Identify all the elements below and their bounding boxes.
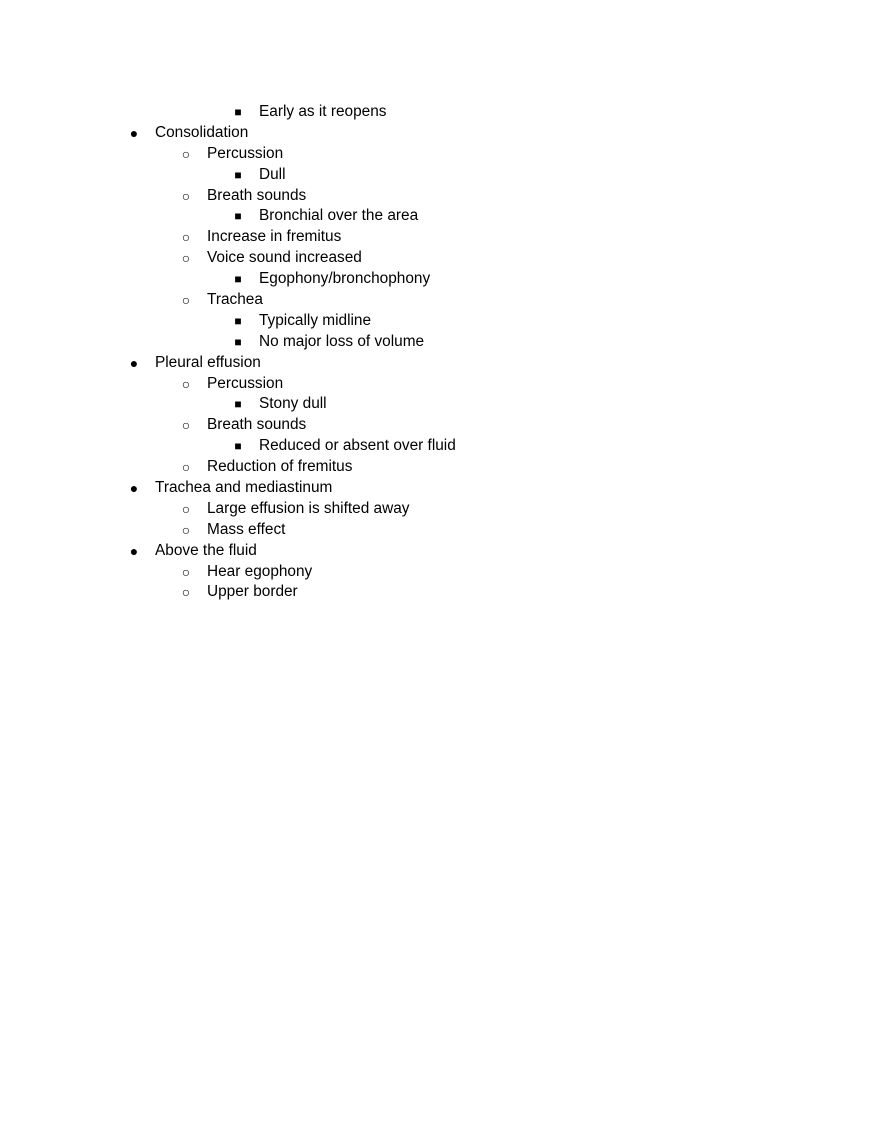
list-item-text: Large effusion is shifted away bbox=[207, 499, 410, 517]
list-item-text: Hear egophony bbox=[207, 562, 313, 580]
hollow-circle-bullet-icon: ○ bbox=[181, 250, 191, 267]
list-item-text: Stony dull bbox=[259, 395, 327, 413]
hollow-circle-bullet-icon: ○ bbox=[181, 459, 191, 476]
list-item-text: No major loss of volume bbox=[259, 332, 425, 350]
list-item bbox=[0, 457, 880, 478]
list-item bbox=[0, 582, 880, 603]
hollow-circle-bullet-icon: ○ bbox=[181, 584, 191, 601]
list-item-text: Consolidation bbox=[155, 123, 249, 141]
hollow-circle-bullet-icon: ○ bbox=[181, 521, 191, 538]
list-item bbox=[0, 269, 880, 290]
filled-circle-bullet-icon: ● bbox=[129, 124, 139, 141]
list-item bbox=[0, 227, 880, 248]
list-item bbox=[0, 415, 880, 436]
filled-square-bullet-icon: ■ bbox=[234, 397, 242, 412]
list-item bbox=[0, 123, 880, 144]
list-item-text: Bronchial over the area bbox=[259, 207, 419, 225]
list-item-text: Mass effect bbox=[207, 520, 286, 538]
hollow-circle-bullet-icon: ○ bbox=[181, 417, 191, 434]
list-item bbox=[0, 311, 880, 332]
list-item-text: Pleural effusion bbox=[155, 353, 261, 371]
list-item-text: Early as it reopens bbox=[259, 103, 387, 120]
filled-square-bullet-icon: ■ bbox=[234, 334, 242, 349]
list-item bbox=[0, 144, 880, 165]
list-item-text: Percussion bbox=[207, 144, 284, 162]
hollow-circle-bullet-icon: ○ bbox=[181, 500, 191, 517]
hollow-circle-bullet-icon: ○ bbox=[181, 145, 191, 162]
filled-circle-bullet-icon: ● bbox=[129, 480, 139, 497]
list-item bbox=[0, 541, 880, 562]
list-item-text: Percussion bbox=[207, 374, 284, 392]
list-item bbox=[0, 186, 880, 207]
list-item bbox=[0, 436, 880, 457]
list-item-text: Breath sounds bbox=[207, 416, 307, 434]
list-item-text: Egophony/bronchophony bbox=[259, 270, 431, 288]
list-item-text: Upper border bbox=[207, 583, 298, 601]
hollow-circle-bullet-icon: ○ bbox=[181, 187, 191, 204]
filled-circle-bullet-icon: ● bbox=[129, 542, 139, 559]
list-item-text: Above the fluid bbox=[155, 541, 257, 559]
list-item bbox=[0, 206, 880, 227]
list-item bbox=[0, 248, 880, 269]
hollow-circle-bullet-icon: ○ bbox=[181, 292, 191, 309]
list-item bbox=[0, 290, 880, 311]
list-item-text: Increase in fremitus bbox=[207, 228, 342, 246]
list-item bbox=[0, 562, 880, 583]
filled-square-bullet-icon: ■ bbox=[234, 272, 242, 287]
list-item bbox=[0, 332, 880, 353]
notes-outline bbox=[0, 102, 880, 603]
filled-circle-bullet-icon: ● bbox=[129, 354, 139, 371]
list-item-text: Reduction of fremitus bbox=[207, 458, 353, 476]
filled-square-bullet-icon: ■ bbox=[234, 439, 242, 454]
list-item-text: Trachea and mediastinum bbox=[155, 479, 333, 497]
list-item bbox=[0, 499, 880, 520]
filled-square-bullet-icon: ■ bbox=[234, 167, 242, 182]
list-item-text: Breath sounds bbox=[207, 186, 307, 204]
hollow-circle-bullet-icon: ○ bbox=[181, 229, 191, 246]
list-item bbox=[0, 394, 880, 415]
list-item-text: Reduced or absent over fluid bbox=[259, 437, 456, 455]
list-item bbox=[0, 374, 880, 395]
list-item bbox=[0, 353, 880, 374]
list-item bbox=[0, 520, 880, 541]
list-item-text: Trachea bbox=[207, 291, 263, 309]
list-item-text: Typically midline bbox=[259, 311, 372, 329]
filled-square-bullet-icon: ■ bbox=[234, 209, 242, 224]
list-item-text: Voice sound increased bbox=[207, 249, 362, 267]
list-item-text: Dull bbox=[259, 165, 286, 183]
filled-square-bullet-icon: ■ bbox=[234, 313, 242, 328]
hollow-circle-bullet-icon: ○ bbox=[181, 375, 191, 392]
hollow-circle-bullet-icon: ○ bbox=[181, 563, 191, 580]
filled-square-bullet-icon: ■ bbox=[234, 105, 242, 119]
list-item bbox=[0, 478, 880, 499]
list-item bbox=[0, 102, 880, 123]
list-item bbox=[0, 165, 880, 186]
